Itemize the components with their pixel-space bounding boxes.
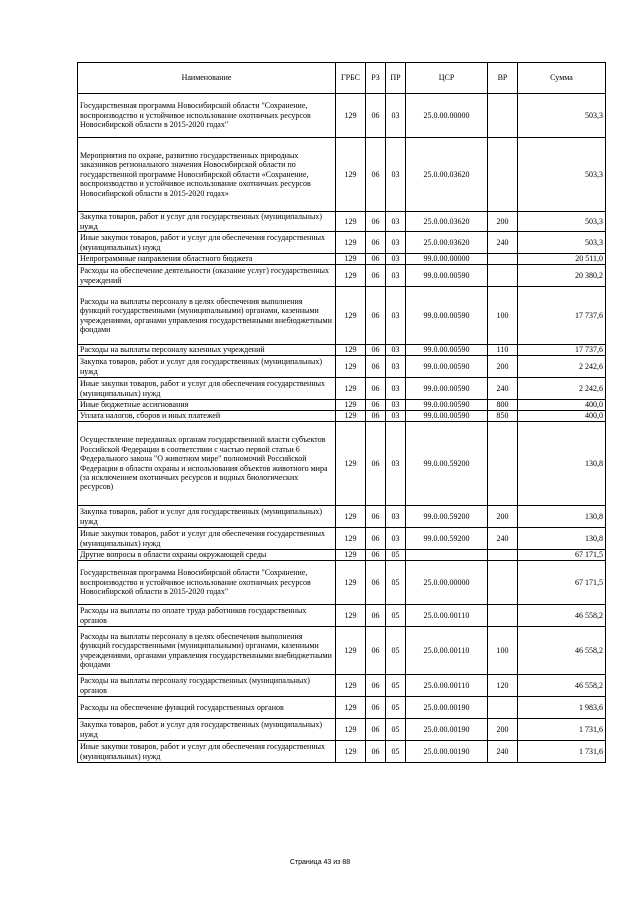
- cell-grbs: 129: [336, 697, 366, 719]
- cell-grbs: 129: [336, 345, 366, 356]
- cell-pr: 03: [386, 506, 406, 528]
- cell-rz: 06: [366, 675, 386, 697]
- cell-grbs: 129: [336, 605, 366, 627]
- cell-name: Уплата налогов, сборов и иных платежей: [78, 411, 336, 422]
- cell-rz: 06: [366, 697, 386, 719]
- cell-csr: 25.0.00.03620: [406, 138, 488, 212]
- cell-grbs: 129: [336, 138, 366, 212]
- table-row: [78, 254, 606, 265]
- cell-csr: 99.0.00.59200: [406, 528, 488, 550]
- header-name: Наименование: [78, 63, 336, 94]
- cell-grbs: 129: [336, 400, 366, 411]
- header-vr: ВР: [488, 63, 518, 94]
- cell-grbs: 129: [336, 675, 366, 697]
- cell-csr: 25.0.00.00110: [406, 675, 488, 697]
- cell-grbs: 129: [336, 378, 366, 400]
- cell-csr: 25.0.00.00190: [406, 719, 488, 741]
- table-row: [78, 550, 606, 561]
- cell-sum: 67 171,5: [518, 561, 606, 605]
- cell-grbs: 129: [336, 741, 366, 763]
- table-row: [78, 400, 606, 411]
- cell-csr: 99.0.00.00590: [406, 411, 488, 422]
- table-row: [78, 741, 606, 763]
- table-row: [78, 265, 606, 287]
- cell-pr: 03: [386, 400, 406, 411]
- cell-name: Расходы на выплаты персоналу в целях обеспечения выполнения функций государственными (муниципальными) органами, казенными учреждениями, органами управления государственными внебюджетными фондами: [78, 287, 336, 345]
- cell-vr: 240: [488, 232, 518, 254]
- cell-sum: 17 737,6: [518, 345, 606, 356]
- cell-name: Расходы на выплаты персоналу государственных (муниципальных) органов: [78, 675, 336, 697]
- table-row: [78, 422, 606, 506]
- cell-vr: 110: [488, 345, 518, 356]
- cell-sum: 400,0: [518, 400, 606, 411]
- cell-sum: 130,8: [518, 506, 606, 528]
- table-body: [78, 94, 606, 763]
- cell-csr: 25.0.00.00000: [406, 94, 488, 138]
- cell-grbs: 129: [336, 411, 366, 422]
- cell-sum: 46 558,2: [518, 675, 606, 697]
- cell-pr: 05: [386, 561, 406, 605]
- table-row: [78, 212, 606, 232]
- cell-vr: 200: [488, 356, 518, 378]
- cell-pr: 03: [386, 411, 406, 422]
- cell-vr: [488, 697, 518, 719]
- cell-name: Закупка товаров, работ и услуг для государственных (муниципальных) нужд: [78, 212, 336, 232]
- cell-name: Закупка товаров, работ и услуг для государственных (муниципальных) нужд: [78, 506, 336, 528]
- cell-csr: 99.0.00.59200: [406, 506, 488, 528]
- table-row: [78, 719, 606, 741]
- cell-grbs: 129: [336, 422, 366, 506]
- cell-sum: 46 558,2: [518, 605, 606, 627]
- cell-pr: 05: [386, 627, 406, 675]
- cell-rz: 06: [366, 741, 386, 763]
- cell-rz: 06: [366, 528, 386, 550]
- cell-csr: 25.0.00.00190: [406, 697, 488, 719]
- table-row: [78, 675, 606, 697]
- cell-vr: 120: [488, 675, 518, 697]
- cell-grbs: 129: [336, 94, 366, 138]
- cell-rz: 06: [366, 719, 386, 741]
- table-row: [78, 356, 606, 378]
- cell-vr: 850: [488, 411, 518, 422]
- cell-pr: 03: [386, 378, 406, 400]
- cell-csr: 25.0.00.03620: [406, 212, 488, 232]
- cell-csr: 99.0.00.00590: [406, 345, 488, 356]
- cell-vr: 200: [488, 719, 518, 741]
- cell-csr: 25.0.00.03620: [406, 232, 488, 254]
- cell-sum: 1 983,6: [518, 697, 606, 719]
- cell-grbs: 129: [336, 719, 366, 741]
- cell-rz: 06: [366, 356, 386, 378]
- header-csr: ЦСР: [406, 63, 488, 94]
- cell-pr: 05: [386, 741, 406, 763]
- cell-vr: 100: [488, 287, 518, 345]
- cell-csr: 25.0.00.00190: [406, 741, 488, 763]
- cell-name: Иные закупки товаров, работ и услуг для обеспечения государственных (муниципальных) нужд: [78, 378, 336, 400]
- cell-rz: 06: [366, 400, 386, 411]
- cell-vr: 100: [488, 627, 518, 675]
- cell-vr: [488, 138, 518, 212]
- cell-name: Иные закупки товаров, работ и услуг для обеспечения государственных (муниципальных) нужд: [78, 528, 336, 550]
- cell-vr: 240: [488, 378, 518, 400]
- cell-grbs: 129: [336, 550, 366, 561]
- cell-vr: 800: [488, 400, 518, 411]
- cell-rz: 06: [366, 138, 386, 212]
- cell-sum: 2 242,6: [518, 378, 606, 400]
- cell-grbs: 129: [336, 356, 366, 378]
- cell-sum: 400,0: [518, 411, 606, 422]
- cell-pr: 05: [386, 675, 406, 697]
- cell-rz: 06: [366, 94, 386, 138]
- cell-rz: 06: [366, 506, 386, 528]
- cell-sum: 503,3: [518, 232, 606, 254]
- table-row: [78, 345, 606, 356]
- cell-pr: 03: [386, 528, 406, 550]
- cell-name: Осуществление переданных органам государственной власти субъектов Российской Федерации в соответствии с частью первой статьи 6 Федерального закона "О животном мире" полномочий Российской Федерации в области охраны и использования объектов животного мира (за исключением охотничьих ресурсов и водных биологических ресурсов): [78, 422, 336, 506]
- cell-vr: [488, 550, 518, 561]
- cell-sum: 67 171,5: [518, 550, 606, 561]
- cell-csr: 99.0.00.00590: [406, 356, 488, 378]
- page-footer: Страница 43 из 88: [289, 859, 351, 866]
- header-grbs: ГРБС: [336, 63, 366, 94]
- cell-name: Закупка товаров, работ и услуг для государственных (муниципальных) нужд: [78, 356, 336, 378]
- cell-sum: 17 737,6: [518, 287, 606, 345]
- cell-csr: 99.0.00.00590: [406, 265, 488, 287]
- cell-pr: 03: [386, 265, 406, 287]
- cell-name: Государственная программа Новосибирской области "Сохранение, воспроизводство и устойчивое использование охотничьих ресурсов Новосибирской области в 2015-2020 годах": [78, 561, 336, 605]
- header-pr: ПР: [386, 63, 406, 94]
- cell-csr: [406, 550, 488, 561]
- cell-vr: [488, 254, 518, 265]
- cell-name: Расходы на выплаты персоналу в целях обеспечения выполнения функций государственными (муниципальными) органами, казенными учреждениями, органами управления государственными внебюджетными фондами: [78, 627, 336, 675]
- table-row: [78, 232, 606, 254]
- cell-grbs: 129: [336, 561, 366, 605]
- cell-rz: 06: [366, 422, 386, 506]
- cell-sum: 46 558,2: [518, 627, 606, 675]
- table-row: [78, 506, 606, 528]
- cell-csr: 99.0.00.00590: [406, 378, 488, 400]
- cell-pr: 05: [386, 697, 406, 719]
- cell-grbs: 129: [336, 627, 366, 675]
- cell-pr: 03: [386, 212, 406, 232]
- cell-rz: 06: [366, 212, 386, 232]
- cell-name: Иные закупки товаров, работ и услуг для обеспечения государственных (муниципальных) нужд: [78, 741, 336, 763]
- cell-sum: 1 731,6: [518, 719, 606, 741]
- cell-vr: 200: [488, 212, 518, 232]
- cell-grbs: 129: [336, 287, 366, 345]
- cell-pr: 03: [386, 232, 406, 254]
- cell-name: Мероприятия по охране, развитию государственных природных заказников регионального значения Новосибирской области по государственной программе Новосибирской области «Сохранение, воспроизводство и устойчивое использование охотничьих ресурсов Новосибирской области в 2015-2020 годах»: [78, 138, 336, 212]
- cell-pr: 03: [386, 138, 406, 212]
- header-rz: РЗ: [366, 63, 386, 94]
- cell-name: Закупка товаров, работ и услуг для государственных (муниципальных) нужд: [78, 719, 336, 741]
- cell-csr: 25.0.00.00110: [406, 627, 488, 675]
- cell-name: Расходы на обеспечение функций государственных органов: [78, 697, 336, 719]
- cell-csr: 99.0.00.00000: [406, 254, 488, 265]
- cell-sum: 130,8: [518, 422, 606, 506]
- cell-rz: 06: [366, 345, 386, 356]
- cell-pr: 03: [386, 287, 406, 345]
- cell-grbs: 129: [336, 232, 366, 254]
- table-row: [78, 697, 606, 719]
- cell-pr: 03: [386, 254, 406, 265]
- table-row: [78, 138, 606, 212]
- cell-pr: 05: [386, 550, 406, 561]
- cell-sum: 503,3: [518, 94, 606, 138]
- cell-grbs: 129: [336, 212, 366, 232]
- cell-name: Расходы на выплаты персоналу казенных учреждений: [78, 345, 336, 356]
- cell-rz: 06: [366, 232, 386, 254]
- table-row: [78, 528, 606, 550]
- cell-sum: 2 242,6: [518, 356, 606, 378]
- cell-rz: 06: [366, 287, 386, 345]
- cell-name: Расходы на обеспечение деятельности (оказание услуг) государственных учреждений: [78, 265, 336, 287]
- cell-vr: 200: [488, 506, 518, 528]
- cell-csr: 25.0.00.00110: [406, 605, 488, 627]
- table-row: [78, 561, 606, 605]
- cell-grbs: 129: [336, 265, 366, 287]
- cell-sum: 1 731,6: [518, 741, 606, 763]
- cell-grbs: 129: [336, 506, 366, 528]
- cell-vr: [488, 94, 518, 138]
- cell-sum: 503,3: [518, 138, 606, 212]
- cell-rz: 06: [366, 561, 386, 605]
- cell-rz: 06: [366, 265, 386, 287]
- cell-name: Другие вопросы в области охраны окружающей среды: [78, 550, 336, 561]
- cell-rz: 06: [366, 254, 386, 265]
- table-row: [78, 605, 606, 627]
- header-sum: Сумма: [518, 63, 606, 94]
- cell-vr: 240: [488, 741, 518, 763]
- cell-sum: 130,8: [518, 528, 606, 550]
- table-row: [78, 411, 606, 422]
- cell-csr: 99.0.00.00590: [406, 287, 488, 345]
- cell-vr: 240: [488, 528, 518, 550]
- cell-pr: 03: [386, 345, 406, 356]
- table-header-row: [78, 63, 606, 94]
- cell-pr: 05: [386, 605, 406, 627]
- cell-name: Государственная программа Новосибирской области "Сохранение, воспроизводство и устойчивое использование охотничьих ресурсов Новосибирской области в 2015-2020 годах": [78, 94, 336, 138]
- cell-name: Иные бюджетные ассигнования: [78, 400, 336, 411]
- table-row: [78, 378, 606, 400]
- cell-csr: 99.0.00.59200: [406, 422, 488, 506]
- cell-csr: 99.0.00.00590: [406, 400, 488, 411]
- cell-name: Непрограммные направления областного бюджета: [78, 254, 336, 265]
- cell-pr: 03: [386, 422, 406, 506]
- cell-rz: 06: [366, 605, 386, 627]
- cell-pr: 05: [386, 719, 406, 741]
- cell-rz: 06: [366, 378, 386, 400]
- cell-rz: 06: [366, 550, 386, 561]
- cell-sum: 20 380,2: [518, 265, 606, 287]
- cell-rz: 06: [366, 627, 386, 675]
- cell-vr: [488, 605, 518, 627]
- cell-grbs: 129: [336, 528, 366, 550]
- cell-rz: 06: [366, 411, 386, 422]
- cell-name: Иные закупки товаров, работ и услуг для обеспечения государственных (муниципальных) нужд: [78, 232, 336, 254]
- cell-vr: [488, 561, 518, 605]
- cell-sum: 20 511,0: [518, 254, 606, 265]
- cell-grbs: 129: [336, 254, 366, 265]
- budget-table: [77, 62, 606, 763]
- cell-pr: 03: [386, 94, 406, 138]
- table-row: [78, 94, 606, 138]
- cell-csr: 25.0.00.00000: [406, 561, 488, 605]
- table-row: [78, 287, 606, 345]
- cell-name: Расходы на выплаты по оплате труда работников государственных органов: [78, 605, 336, 627]
- cell-sum: 503,3: [518, 212, 606, 232]
- cell-vr: [488, 422, 518, 506]
- cell-vr: [488, 265, 518, 287]
- table-row: [78, 627, 606, 675]
- cell-pr: 03: [386, 356, 406, 378]
